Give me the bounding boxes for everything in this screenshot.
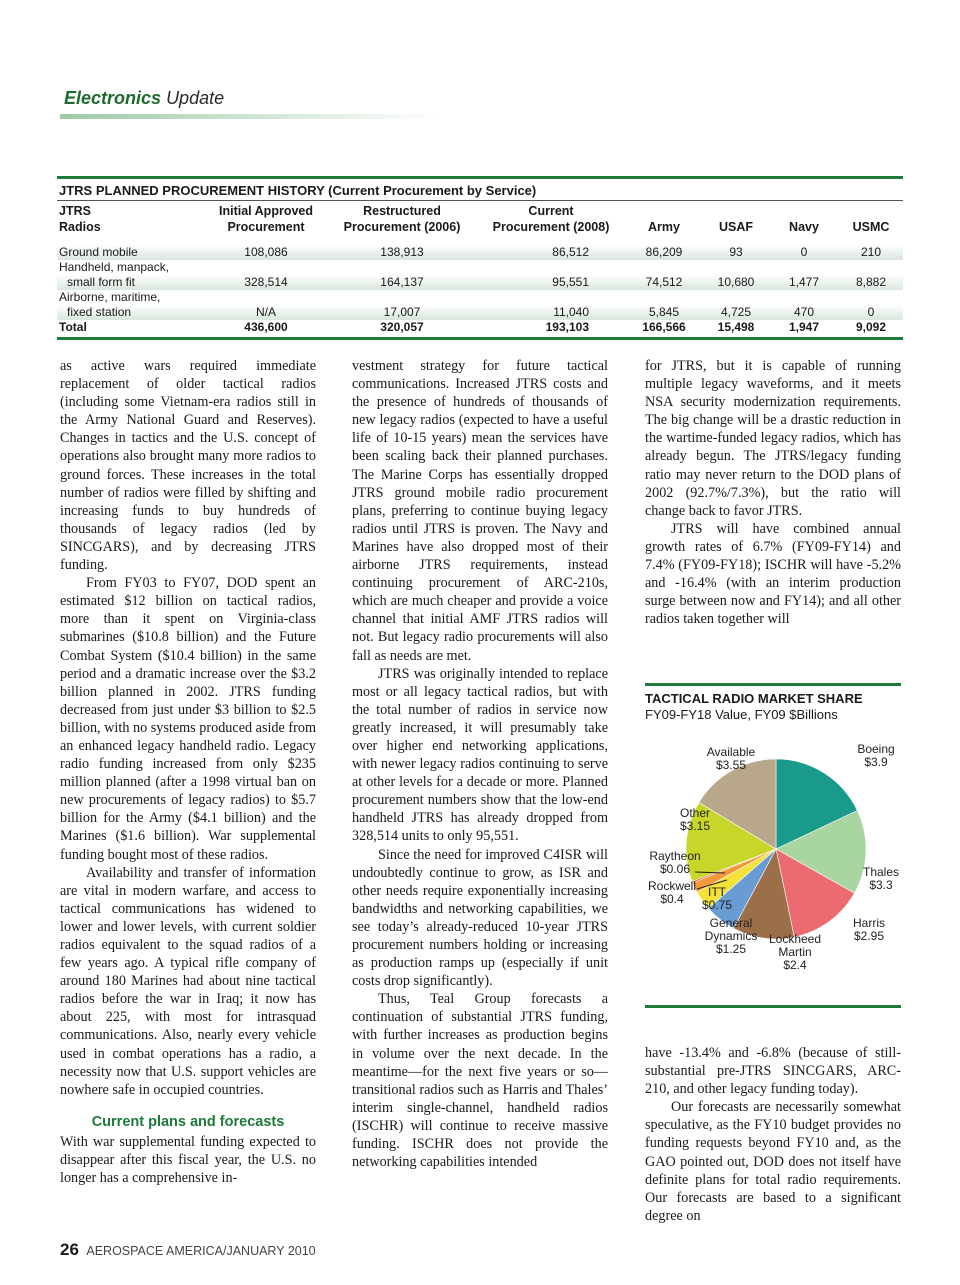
paragraph: Availability and transfer of information are vital in modern warfare, and access to tactical communications has widened to lower and lower levels, with current soldier radios equivalent to the squad radios of a few years ago. A typical rifle company of around 180 Marines had about nine tactical radios before the war in Iraq; it now has about 225, with most for intrasquad communications. Also, nearly every vehicle used in combat operations has a radio, a necessity now that U.S. support vehicles are nowhere safe in occupied countries.: [60, 864, 316, 1098]
chart-bottom-rule: [645, 1005, 901, 1008]
cell-initial: 328,514: [205, 275, 327, 290]
table-total-row: [57, 320, 903, 335]
cell-usaf: 93: [703, 245, 769, 260]
article-column-1: [60, 357, 316, 1187]
table-row: [57, 245, 903, 260]
table-title: JTRS PLANNED PROCUREMENT HISTORY (Current Procurement by Service): [59, 183, 537, 198]
article-column-3: [645, 357, 901, 628]
row-label-cont: fixed station: [57, 305, 205, 320]
section-header-bold: Electronics: [64, 88, 162, 108]
subheading: Current plans and forecasts: [91, 1113, 285, 1130]
cell-restructured: 17,007: [327, 305, 477, 320]
total-army: 166,566: [642, 320, 686, 334]
table-grid: [57, 201, 903, 335]
paragraph: as active wars required immediate replacement of older tactical radios (including some Vietnam-era radios still in the Army National Guard and Reserves). Changes in tactics and the U.S. concept of operations also brought many more radios to ground forces. These increases in the total number of radios were filled by shifting and increasing funds to buy hundreds of thousands of legacy radios (led by SINCGARS), and by decreasing JTRS funding.: [60, 358, 316, 574]
cell-usaf: 4,725: [703, 305, 769, 320]
cell-current: 95,551: [477, 275, 625, 290]
header-initial: Initial Approved Procurement: [219, 204, 313, 234]
page-number: 26: [60, 1240, 79, 1259]
market-share-chart: [645, 683, 901, 1009]
row-label-cont: small form fit: [57, 275, 205, 290]
article-column-2: [352, 357, 608, 1171]
paragraph: Since the need for improved C4ISR will undoubtedly continue to grow, as ISR and other needs require exponentially increasing bandwidths and networking capabilities, we see today’s already-reduced 10-year JTRS procurement numbers holding or increasing as production ramps up (especially if unit costs drop significantly).: [352, 846, 608, 990]
header-rule: [60, 114, 440, 119]
cell-current: 11,040: [477, 305, 625, 320]
table-row: [57, 305, 903, 320]
paragraph: vestment strategy for future tactical communications. Increased JTRS costs and the presence of hundreds of thousands of new legacy radios (expected to have a useful life of 10-15 years) mean the services have been scaling back their planned purchases. The Marine Corps has essentially dropped JTRS ground mobile radio procurement plans, preferring to continue buying legacy radios until JTRS is proven. The Navy and Marines have also dropped most of their airborne JTRS requirements, instead continuing procurement of ARC-210s, which are much cheaper and provide a voice channel that initial AMF JTRS radios will not. But legacy radio procurements will also fall as needs are met.: [352, 358, 608, 664]
cell-usmc: 0: [839, 305, 903, 320]
cell-usmc: 210: [839, 245, 903, 260]
header-usaf: USAF: [718, 220, 754, 234]
total-restructured: 320,057: [380, 320, 424, 334]
cell-army: 74,512: [625, 275, 703, 290]
table-row-label-line: [57, 260, 903, 275]
pie-label-boeing: Boeing $3.9: [857, 742, 895, 769]
header-jtrs-radios: JTRS Radios: [59, 204, 101, 234]
row-label: Ground mobile: [57, 245, 205, 260]
section-header-light: Update: [166, 88, 225, 108]
header-navy: Navy: [789, 220, 819, 234]
cell-navy: 0: [769, 245, 839, 260]
cell-restructured: 164,137: [327, 275, 477, 290]
paragraph: JTRS will have combined annual growth rates of 6.7% (FY09-FY14) and 7.4% (FY09-FY18); ISCHR will have -5.2% and -16.4% (with an interim production surge between now and FY14); and all other radios taken together will: [645, 520, 901, 628]
row-label: Airborne, maritime,: [59, 290, 161, 304]
pie-label-raytheon: Raytheon $0.06: [649, 849, 701, 876]
chart-title: TACTICAL RADIO MARKET SHARE: [645, 691, 863, 706]
total-usaf: 15,498: [717, 320, 755, 334]
total-initial: 436,600: [244, 320, 288, 334]
pie-label-harris: Harris $2.95: [853, 916, 885, 943]
total-current: 193,103: [545, 320, 589, 334]
cell-restructured: 138,913: [327, 245, 477, 260]
cell-current: 86,512: [477, 245, 625, 260]
header-usmc: USMC: [852, 220, 890, 234]
pie-chart: [645, 683, 901, 1005]
procurement-table: [57, 176, 903, 340]
paragraph: With war supplemental funding expected to disappear after this fiscal year, the U.S. no longer has a comprehensive in-: [60, 1133, 316, 1187]
table-row: [57, 275, 903, 290]
paragraph: Thus, Teal Group forecasts a continuation of substantial JTRS funding, with further increases as production begins in volume over the next decade. In the meantime—for the next five years or so—transitional radios such as Harris and Thales’ interim single-channel, handheld radios (ISCHR) will continue to receive massive funding. ISCHR does not provide the networking capabilities intended: [352, 991, 608, 1171]
page-footer: [60, 1240, 316, 1260]
pie-label-lockheed-martin: Lockheed Martin $2.4: [768, 932, 822, 972]
pie-label-thales: Thales $3.3: [862, 865, 900, 892]
header-restructured: Restructured Procurement (2006): [343, 204, 461, 234]
publication-line: AEROSPACE AMERICA/JANUARY 2010: [86, 1244, 316, 1258]
paragraph: From FY03 to FY07, DOD spent an estimated $12 billion on tactical radios, more than it spent on Virginia-class submarines ($10.8 billion) and the Future Combat System ($10.4 billion) in the same period and a dramatic increase over the $3.2 billion planned in 2002. JTRS funding decreased from just under $3 billion to $2.5 billion, with no systems produced aside from an enhanced legacy handheld radio. Legacy radio funding increased from only $235 million planned (after a 1998 virtual ban on new procurements of legacy radios) to $5.7 billion for the Army ($4.1 billion) and the Marines ($1.6 billion). War supplemental funding bought most of these radios.: [60, 575, 316, 863]
header-current: Current Procurement (2008): [492, 204, 610, 234]
cell-initial: 108,086: [205, 245, 327, 260]
pie-label-itt: ITT $0.75: [701, 885, 733, 912]
paragraph: JTRS was originally intended to replace most or all legacy tactical radios, but with the total number of radios in service now greatly increased, it will presumably take over higher end networking applications, with newer legacy radios continuing to serve at other levels for a decade or more. Planned procurement numbers show that the low-end handheld JTRS has already dropped from 328,514 units to only 95,551.: [352, 665, 608, 845]
paragraph: for JTRS, but it is capable of running multiple legacy waveforms, and it meets NSA security modernization requirements. The big change will be a drastic reduction in the wartime-funded legacy radios, which has already begun. The JTRS/legacy funding ratio may never return to the DOD plans of 2002 (92.7%/7.3%), but the ratio will change back to favor JTRS.: [645, 358, 901, 519]
paragraph: have -13.4% and -6.8% (because of still-substantial pre-JTRS SINCGARS, ARC-210, and other legacy funding today).: [645, 1045, 901, 1098]
pie-label-other: Other $3.15: [679, 806, 711, 833]
paragraph: Our forecasts are necessarily somewhat speculative, as the FY10 budget provides no funding requests beyond FY10 and, as the GAO pointed out, DOD does not itself have definite plans for total radio requirements. Our forecasts are based to a significant degree on: [645, 1099, 901, 1224]
chart-subtitle: FY09-FY18 Value, FY09 $Billions: [645, 707, 838, 722]
cell-navy: 1,477: [769, 275, 839, 290]
cell-initial: N/A: [205, 305, 327, 320]
cell-navy: 470: [769, 305, 839, 320]
total-navy: 1,947: [788, 320, 820, 334]
cell-usmc: 8,882: [839, 275, 903, 290]
table-header-row: [57, 201, 903, 239]
header-army: Army: [648, 220, 680, 234]
pie-label-rockwell: Rockwell $0.4: [647, 879, 697, 906]
table-bottom-rule: [57, 337, 903, 340]
article-column-3-continued: [645, 1044, 901, 1225]
pie-label-general-dynamics: General Dynamics $1.25: [704, 916, 758, 956]
total-label: Total: [59, 320, 87, 334]
cell-usaf: 10,680: [703, 275, 769, 290]
cell-army: 5,845: [625, 305, 703, 320]
row-label: Handheld, manpack,: [59, 260, 170, 274]
cell-army: 86,209: [625, 245, 703, 260]
pie-label-available: Available $3.55: [706, 745, 756, 772]
section-header: [64, 88, 224, 109]
table-row-label-line: [57, 290, 903, 305]
total-usmc: 9,092: [855, 320, 887, 334]
